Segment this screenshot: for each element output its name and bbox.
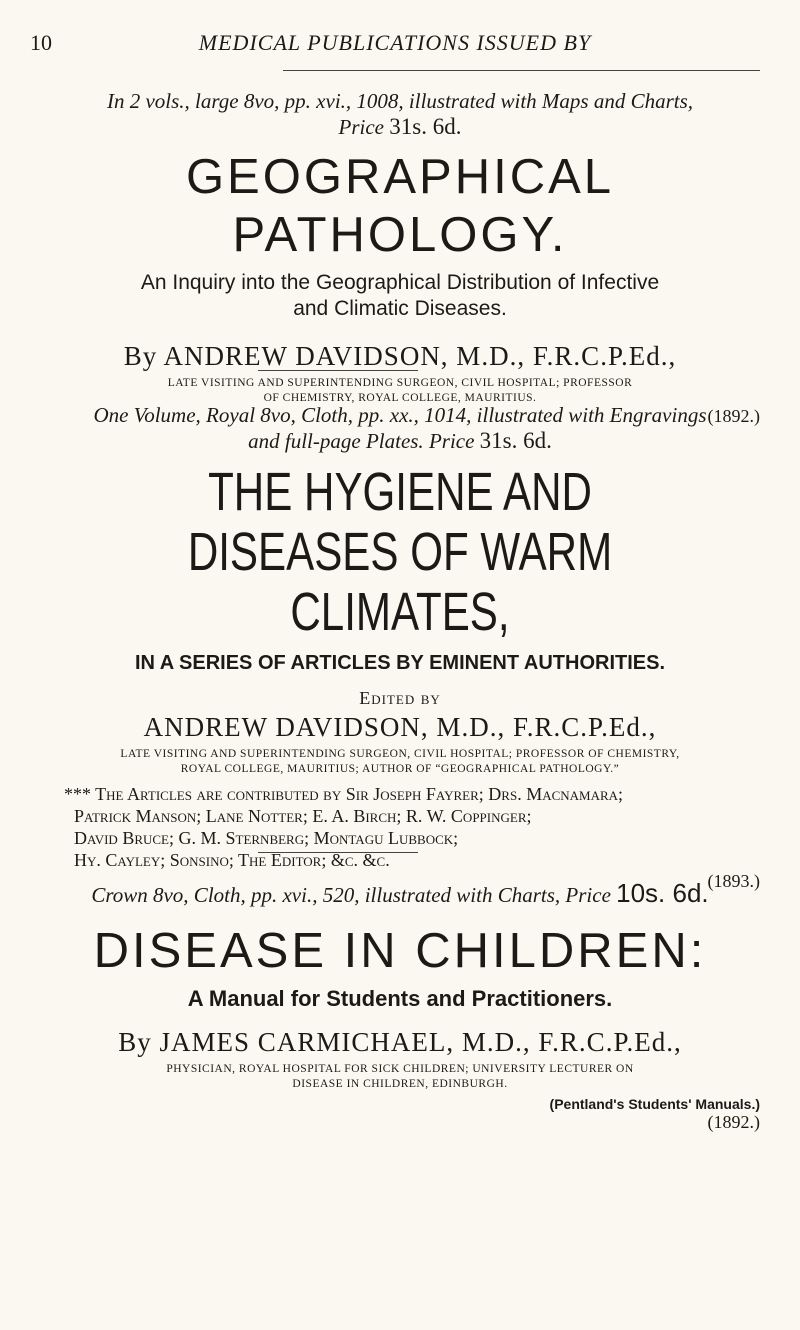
- author-credentials: DISEASE IN CHILDREN, EDINBURGH.: [292, 1078, 508, 1090]
- book-subtitle: IN A SERIES OF ARTICLES BY EMINENT AUTHORITIES.: [134, 652, 666, 674]
- contributors-block: [64, 783, 760, 871]
- book-subtitle-line: An Inquiry into the Geographical Distribution of Infective: [140, 271, 660, 294]
- edited-by-label: Edited by: [359, 688, 441, 708]
- imprint-line: One Volume, Royal 8vo, Cloth, pp. xx., 1014, illustrated with Engravings: [93, 403, 707, 427]
- series-name: (Pentland's Students' Manuals.): [549, 1096, 760, 1112]
- author-line: By JAMES CARMICHAEL, M.D., F.R.C.P.Ed.,: [118, 1027, 682, 1057]
- author-credentials: LATE VISITING AND SUPERINTENDING SURGEON, CIVIL HOSPITAL; PROFESSOR: [167, 377, 633, 389]
- book-subtitle-line: and Climatic Diseases.: [293, 297, 507, 320]
- header-rule: [283, 70, 760, 71]
- running-title: MEDICAL PUBLICATIONS ISSUED BY: [198, 30, 592, 55]
- imprint-line: In 2 vols., large 8vo, pp. xvi., 1008, illustrated with Maps and Charts,: [106, 89, 694, 113]
- book-title: GEOGRAPHICAL PATHOLOGY.: [185, 150, 615, 262]
- publication-year: (1892.): [707, 406, 760, 426]
- section-divider: [258, 852, 418, 853]
- contributors-line: Patrick Manson; Lane Notter; E. A. Birch; R. W. Coppinger;: [74, 806, 532, 826]
- author-credentials: OF CHEMISTRY, ROYAL COLLEGE, MAURITIUS.: [263, 392, 537, 404]
- price-label: Price: [428, 429, 475, 453]
- price-label: Price: [338, 115, 385, 139]
- imprint-format: and full-page Plates.: [248, 429, 424, 453]
- book-subtitle: A Manual for Students and Practitioners.: [187, 986, 613, 1011]
- price: 31s. 6d.: [479, 428, 552, 453]
- price: 31s. 6d.: [389, 114, 462, 139]
- publication-year: (1892.): [707, 1112, 760, 1132]
- book-entry-disease-in-children: [40, 880, 760, 1133]
- page-number: 10: [30, 30, 52, 55]
- book-entry-geographical-pathology: [40, 88, 760, 427]
- book-title: DISEASE IN CHILDREN:: [93, 924, 707, 978]
- contributors-line: Hy. Cayley; Sonsino; The Editor; &c. &c.: [74, 850, 390, 870]
- author-credentials: PHYSICIAN, ROYAL HOSPITAL FOR SICK CHILDREN; UNIVERSITY LECTURER ON: [166, 1063, 634, 1075]
- imprint-text: Crown 8vo, Cloth, pp. xvi., 520, illustrated with Charts, Price: [91, 883, 611, 907]
- section-divider: [258, 370, 418, 371]
- running-head: [30, 30, 760, 72]
- editor-line: ANDREW DAVIDSON, M.D., F.R.C.P.Ed.,: [143, 712, 657, 742]
- editor-credentials: ROYAL COLLEGE, MAURITIUS; AUTHOR OF “GEOGRAPHICAL PATHOLOGY.”: [180, 763, 620, 775]
- imprint-line: [40, 880, 760, 908]
- contributors-line: *** The Articles are contributed by Sir Joseph Fayrer; Drs. Macnamara;: [64, 784, 624, 804]
- price-line: [40, 114, 760, 140]
- editor-credentials: LATE VISITING AND SUPERINTENDING SURGEON, CIVIL HOSPITAL; PROFESSOR OF CHEMISTRY,: [120, 748, 680, 760]
- publication-year: (1893.): [707, 871, 760, 891]
- price: 10s. 6d.: [616, 878, 709, 908]
- contributors-line: David Bruce; G. M. Sternberg; Montagu Lubbock;: [74, 828, 459, 848]
- imprint-line: [40, 428, 760, 454]
- book-title-line: THE HYGIENE AND: [208, 462, 592, 522]
- author-line: By ANDREW DAVIDSON, M.D., F.R.C.P.Ed.,: [123, 341, 677, 371]
- book-title-line: DISEASES OF WARM CLIMATES,: [187, 522, 613, 642]
- book-entry-hygiene-warm-climates: [40, 402, 760, 892]
